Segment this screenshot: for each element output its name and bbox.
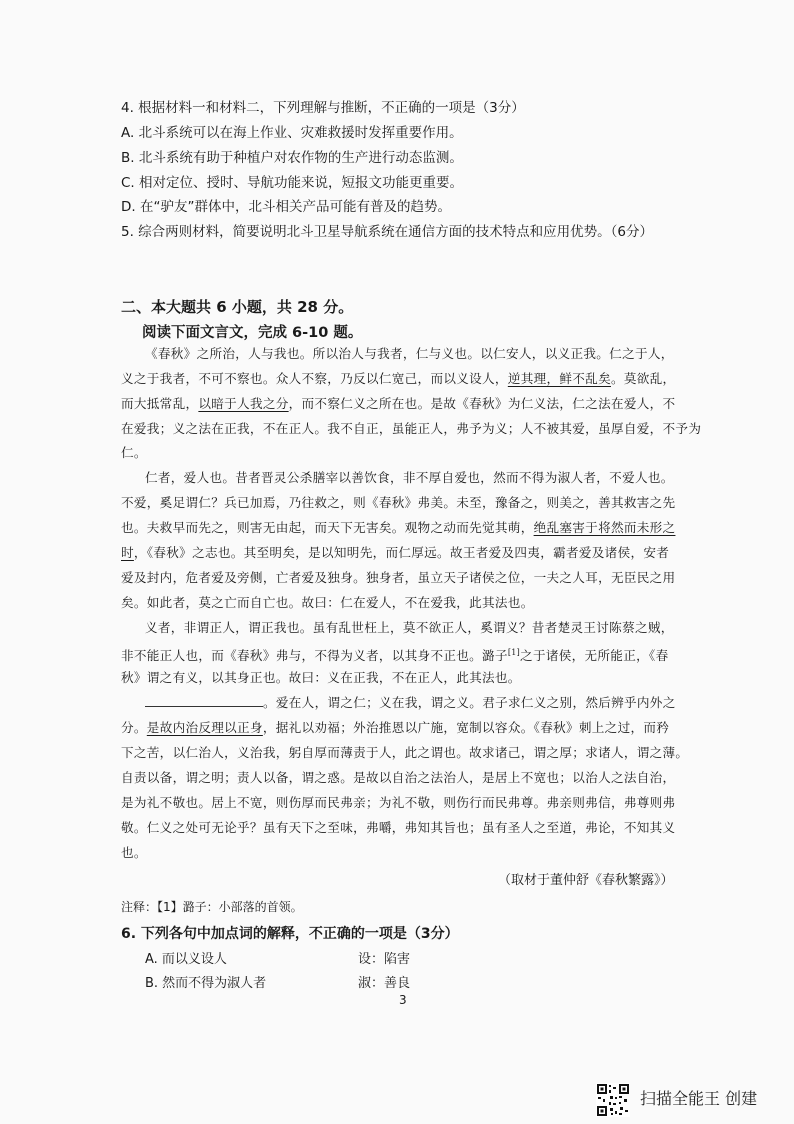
- q6-option-b-gloss: 淑：善良: [358, 976, 411, 991]
- passage-line: 不爱，奚足谓仁？兵已加焉，乃往救之，则《春秋》弗美。未至，豫备之，则美之，善其救害之先: [121, 495, 676, 510]
- q4-option-a: A. 北斗系统可以在海上作业、灾难救援时发挥重要作用。: [121, 125, 463, 141]
- passage-line: [121, 544, 669, 562]
- underlined-phrase: 逆其理，鲜不乱矣: [507, 371, 611, 386]
- passage-line: 秋》谓之有义，以其身正也。故曰：义在正我，不在正人，此其法也。: [121, 670, 521, 685]
- fill-in-blank: [145, 694, 263, 707]
- q6-option-b: B. 然而不得为淑人者: [145, 976, 267, 991]
- scanner-watermark: 扫描全能王 创建: [640, 1089, 758, 1108]
- passage-text: 。莫欲乱，: [610, 371, 676, 386]
- q6-option-a: A. 而以义设人: [145, 952, 227, 967]
- passage-line: [145, 694, 676, 712]
- passage-text: 义之于我者，不可不察也。众人不察，乃反以仁宽己，而以义设人，: [121, 371, 508, 386]
- passage-line: 爱及封内，危者爱及旁侧，亡者爱及独身。独身者，虽立天子诸侯之位，一夫之人耳，无臣民之用: [121, 570, 676, 585]
- passage-line: 下之苦，以仁治人，义治我，躬自厚而薄责于人，此之谓也。故求诸己，谓之厚；求诸人，谓之薄。: [121, 745, 689, 760]
- section-2-instruction: 阅读下面文言文，完成 6-10 题。: [142, 325, 363, 341]
- passage-line: 自责以备，谓之明；责人以备，谓之惑。是故以自治之法治人，是居上不宽也；以治人之法自治，: [121, 770, 676, 785]
- qr-code-icon: [596, 1083, 630, 1117]
- passage-text: ，《春秋》之志也。其至明矣，是以知明先，而仁厚远。故王者爱及四夷，霸者爱及诸侯，安者: [133, 545, 670, 560]
- passage-line: 也。: [121, 845, 147, 860]
- question-5-stem: 5. 综合两则材料，简要说明北斗卫星导航系统在通信方面的技术特点和应用优势。（6分）: [121, 224, 654, 240]
- passage-text: ，据礼以劝福；外治推恩以广施，宽制以容众。《春秋》刺上之过，而矜: [262, 720, 670, 735]
- passage-line: 在爱我；义之法在正我，不在正人。我不自正，虽能正人，弗予为义；人不被其爱，虽厚自爱，不予为: [121, 421, 702, 436]
- section-2-title: 二、本大题共 6 小题，共 28 分。: [121, 298, 354, 316]
- question-6-stem: 6. 下列各句中加点词的解释，不正确的一项是（3分）: [121, 926, 459, 942]
- passage-text: 也。夫救早而先之，则害无由起，而天下无害矣。观物之动而先觉其萌，: [121, 520, 534, 535]
- q4-option-d: D. 在“驴友”群体中，北斗相关产品可能有普及的趋势。: [121, 199, 451, 215]
- passage-line: 仁。: [121, 445, 147, 460]
- passage-line: 仁者，爱人也。昔者晋灵公杀膳宰以善饮食，非不厚自爱也，然而不得为淑人者，不爱人也。: [145, 470, 674, 485]
- passage-text: ，而不察仁义之所在也。是故《春秋》为仁义法，仁之法在爱人，不: [288, 396, 676, 411]
- passage-line: 《春秋》之所治，人与我也。所以治人与我者，仁与义也。以仁安人，以义正我。仁之于人，: [145, 346, 674, 361]
- underlined-phrase: 是故内治反理以正身: [146, 720, 263, 735]
- page-number: 3: [399, 993, 407, 1007]
- passage-line: [121, 644, 668, 665]
- q4-option-c: C. 相对定位、授时、导航功能来说，短报文功能更重要。: [121, 175, 464, 191]
- underlined-phrase: 以暗于人我之分: [198, 396, 289, 411]
- passage-line: [121, 519, 675, 537]
- footnote: 注释：【1】潞子：小部落的首领。: [121, 900, 303, 914]
- q4-option-b: B. 北斗系统有助于种植户对农作物的生产进行动态监测。: [121, 150, 463, 166]
- passage-line: 矣。如此者，莫之亡而自亡也。故曰：仁在爱人，不在爱我，此其法也。: [121, 595, 534, 610]
- passage-text: 分。: [121, 720, 147, 735]
- passage-line: [121, 719, 669, 737]
- passage-text: 而大抵常乱，: [121, 396, 199, 411]
- passage-text: 非不能正人也，而《春秋》弗与，不得为义者，以其身不正也。潞子: [121, 648, 508, 664]
- question-4-stem: 4. 根据材料一和材料二，下列理解与推断，不正确的一项是（3分）: [121, 100, 525, 116]
- passage-source: （取材于董仲舒《春秋繁露》）: [498, 873, 674, 888]
- passage-line: [121, 395, 675, 413]
- footnote-marker: [1]: [507, 648, 521, 657]
- q6-option-a-gloss: 设：陷害: [358, 952, 411, 967]
- underlined-phrase: 绝乱塞害于将然而未形之: [533, 520, 676, 535]
- passage-line: 是为礼不敬也。居上不宽，则伤厚而民弗亲；为礼不敬，则伤行而民弗尊。弗亲则弗信，弗尊则弗: [121, 795, 676, 810]
- underlined-phrase: 时: [121, 545, 134, 560]
- passage-text: 。爱在人，谓之仁；义在我，谓之义。君子求仁义之别，然后辨乎内外之: [263, 695, 676, 710]
- passage-line: 敬。仁义之处可无论乎？虽有天下之至味，弗嚼，弗知其旨也；虽有圣人之至道，弗论，不知其义: [121, 820, 676, 835]
- passage-line: [121, 370, 675, 388]
- passage-text: 之于诸侯，无所能正，《春: [520, 648, 669, 664]
- passage-line: 义者，非谓正人，谓正我也。虽有乱世枉上，莫不欲正人，奚谓义？昔者楚灵王讨陈蔡之贼，: [145, 620, 674, 635]
